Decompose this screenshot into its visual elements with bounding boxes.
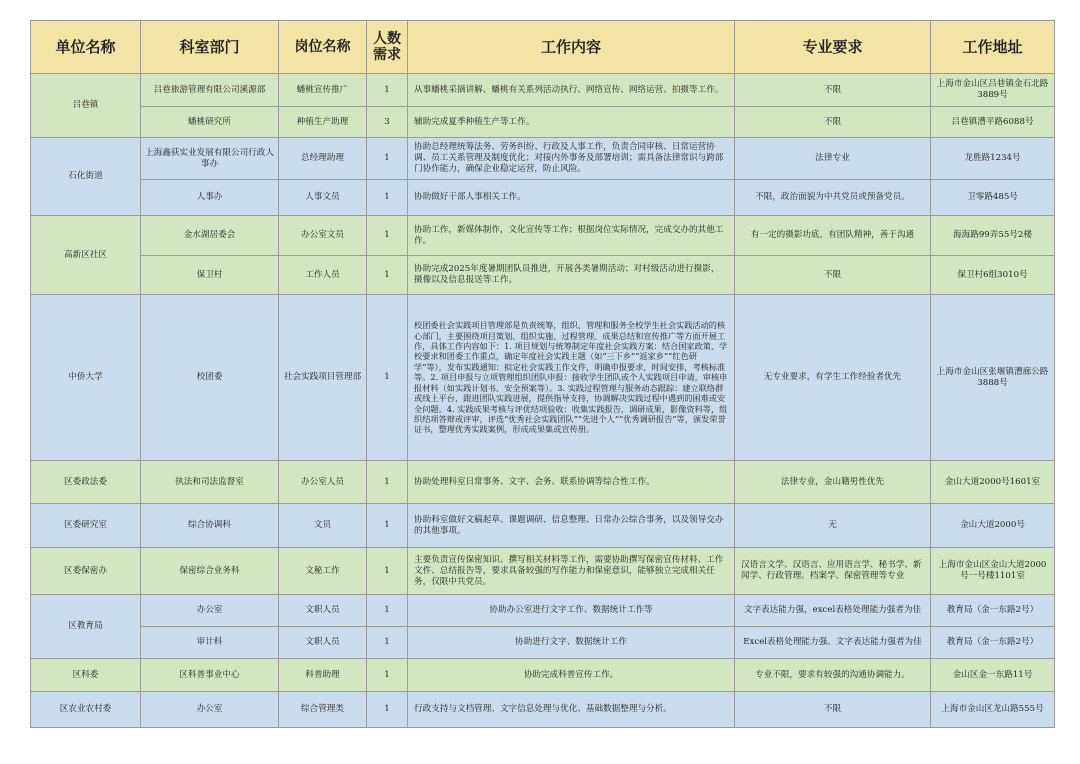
- content-cell: 协助总经理统筹法务、劳务纠纷、行政及人事工作，负责合同审核、日常运营协调、员工关系管理及制度优化；对接内外事务及部署培训；需具备法律常识与跨部门协作能力，确保企业稳定运营，防止风险。: [408, 138, 735, 180]
- count-cell: 1: [367, 180, 408, 216]
- address-cell: 金山大道2000号1601室: [931, 461, 1055, 504]
- address-cell: 教育局（金一东路2号）: [931, 595, 1055, 627]
- post-cell: 种植生产助理: [279, 107, 367, 138]
- header-count: 人数需求: [367, 21, 408, 74]
- unit-name: 吕巷镇: [31, 74, 141, 138]
- post-cell: 工作人员: [279, 256, 367, 295]
- job-table-container: [30, 20, 1054, 728]
- address-cell: 教育局（金一东路2号）: [931, 627, 1055, 659]
- dept-cell: 蟠桃研究所: [141, 107, 279, 138]
- dept-cell: 保卫村: [141, 256, 279, 295]
- content-cell: 校团委社会实践项目管理部是负责统筹，组织、管理和服务全校学生社会实践活动的核心部门，主要围绕项目策划、组织实施、过程管理、成果总结和宣传推广等方面开展工作，具体工作内容如下：1. 项目规划与统筹制定年度社会实践方案：结合国家政策、学校要求和团委工作重点，确定年度社会实践主题（如“三下乡”“返家乡”“红色研学”等），发布实践通知：拟定社会实践工作文件，明确申报要求，时间安排，考核标准等。2. 项目申报与立项管理组织团队申报：接收学生团队或个人实践项目申请，审核申报材料（如实践计划书、安全预案等）。3. 实践过程管理与服务动态跟踪：建立联络群或线上平台，跟进团队实践进展，提供指导支持，协调解决实践过程中遇到的困难或安全问题。4. 实践成果考核与评优结项验收：收集实践报告，调研成果，影像资料等，组织结项答辩或评审，评选“优秀社会实践团队”“先进个人”“优秀调研报告”等，颁发荣誉证书，整理优秀实践案例，形成成果集或宣传册。: [408, 295, 735, 461]
- address-cell: 金山大道2000号: [931, 504, 1055, 548]
- requirement-cell: 不限: [735, 107, 931, 138]
- unit-name: 区教育局: [31, 595, 141, 659]
- post-cell: 蟠桃宣传推广: [279, 74, 367, 107]
- requirement-cell: 无专业要求，有学生工作经验者优先: [735, 295, 931, 461]
- address-cell: 吕巷镇漕平路6088号: [931, 107, 1055, 138]
- requirement-cell: 法律专业，金山籍男性优先: [735, 461, 931, 504]
- job-table: [30, 20, 1055, 728]
- content-cell: 协助工作，新媒体制作，文化宣传等工作；根据岗位实际情况，完成交办的其他工作。: [408, 216, 735, 256]
- dept-cell: 办公室: [141, 692, 279, 728]
- content-cell: 从事蟠桃采摘讲解、蟠桃有关系列活动执行、网络宣传、网络运营、拍摄等工作。: [408, 74, 735, 107]
- address-cell: 龙胜路1234号: [931, 138, 1055, 180]
- requirement-cell: 汉语言文学、汉语言、应用语言学、秘书学、新闻学、行政管理、档案学、保密管理等专业: [735, 548, 931, 595]
- unit-name: 区委保密办: [31, 548, 141, 595]
- table-row: [31, 504, 1055, 548]
- count-cell: 1: [367, 692, 408, 728]
- address-cell: 上海市金山区吕巷镇金石北路3889号: [931, 74, 1055, 107]
- table-row: [31, 548, 1055, 595]
- table-row: [31, 627, 1055, 659]
- table-row: [31, 692, 1055, 728]
- post-cell: 科普助理: [279, 659, 367, 692]
- content-cell: 行政支持与文档管理、文字信息处理与优化、基础数据整理与分析。: [408, 692, 735, 728]
- header-content: 工作内容: [408, 21, 735, 74]
- table-row: [31, 461, 1055, 504]
- count-cell: 1: [367, 659, 408, 692]
- address-cell: 卫零路485号: [931, 180, 1055, 216]
- count-cell: 1: [367, 138, 408, 180]
- header-dept: 科室部门: [141, 21, 279, 74]
- dept-cell: 办公室: [141, 595, 279, 627]
- address-cell: 金山区金一东路11号: [931, 659, 1055, 692]
- post-cell: 综合管理类: [279, 692, 367, 728]
- content-cell: 辅助完成夏季种植生产等工作。: [408, 107, 735, 138]
- dept-cell: 审计科: [141, 627, 279, 659]
- requirement-cell: Excel表格处理能力强、文字表达能力强者为佳: [735, 627, 931, 659]
- table-row: [31, 216, 1055, 256]
- count-cell: 1: [367, 256, 408, 295]
- table-row: [31, 595, 1055, 627]
- post-cell: 社会实践项目管理部: [279, 295, 367, 461]
- count-cell: 1: [367, 548, 408, 595]
- header-unit: 单位名称: [31, 21, 141, 74]
- table-row: [31, 180, 1055, 216]
- header-post: 岗位名称: [279, 21, 367, 74]
- post-cell: 总经理助理: [279, 138, 367, 180]
- address-cell: 上海市金山区龙山路555号: [931, 692, 1055, 728]
- content-cell: 协助完成科普宣传工作。: [408, 659, 735, 692]
- content-cell: 协助完成2025年度暑期团队员推进，开展各类暑期活动；对村级活动进行摄影，摄像以及信息报送等工作。: [408, 256, 735, 295]
- post-cell: 人事文员: [279, 180, 367, 216]
- count-cell: 1: [367, 461, 408, 504]
- content-cell: 协助做好干部人事相关工作。: [408, 180, 735, 216]
- requirement-cell: 法律专业: [735, 138, 931, 180]
- table-row: [31, 74, 1055, 107]
- requirement-cell: 专业不限，要求有较强的沟通协调能力。: [735, 659, 931, 692]
- header-row: [31, 21, 1055, 74]
- post-cell: 文秘工作: [279, 548, 367, 595]
- count-cell: 1: [367, 216, 408, 256]
- post-cell: 文员: [279, 504, 367, 548]
- table-row: [31, 107, 1055, 138]
- header-requirement: 专业要求: [735, 21, 931, 74]
- unit-name: 区委政法委: [31, 461, 141, 504]
- post-cell: 文职人员: [279, 627, 367, 659]
- address-cell: 上海市金山区张堰镇漕廊公路3888号: [931, 295, 1055, 461]
- post-cell: 办公室人员: [279, 461, 367, 504]
- unit-name: 区农业农村委: [31, 692, 141, 728]
- count-cell: 1: [367, 504, 408, 548]
- table-row: [31, 256, 1055, 295]
- content-cell: 协助处理科室日常事务、文字、会务、联系协调等综合性工作。: [408, 461, 735, 504]
- dept-cell: 上海鑫荻实业发展有限公司行政人事办: [141, 138, 279, 180]
- unit-name: 石化街道: [31, 138, 141, 216]
- count-cell: 1: [367, 595, 408, 627]
- address-cell: 上海市金山区金山大道2000号一号楼1101室: [931, 548, 1055, 595]
- unit-name: 区科委: [31, 659, 141, 692]
- count-cell: 1: [367, 627, 408, 659]
- post-cell: 办公室文员: [279, 216, 367, 256]
- table-row: [31, 659, 1055, 692]
- unit-name: 中侨大学: [31, 295, 141, 461]
- requirement-cell: 无: [735, 504, 931, 548]
- address-cell: 保卫村6组3010号: [931, 256, 1055, 295]
- content-cell: 协助办公室进行文字工作、数据统计工作等: [408, 595, 735, 627]
- count-cell: 3: [367, 107, 408, 138]
- address-cell: 海海路99弄55号2楼: [931, 216, 1055, 256]
- requirement-cell: 文字表达能力强，excel表格处理能力强者为佳: [735, 595, 931, 627]
- dept-cell: 校团委: [141, 295, 279, 461]
- table-row: [31, 138, 1055, 180]
- unit-name: 区委研究室: [31, 504, 141, 548]
- dept-cell: 执法和司法监督室: [141, 461, 279, 504]
- post-cell: 文职人员: [279, 595, 367, 627]
- dept-cell: 吕巷旅游管理有限公司溪源部: [141, 74, 279, 107]
- requirement-cell: 不限: [735, 256, 931, 295]
- unit-name: 高新区社区: [31, 216, 141, 295]
- dept-cell: 综合协调科: [141, 504, 279, 548]
- content-cell: 协助进行文字、数据统计工作: [408, 627, 735, 659]
- count-cell: 1: [367, 295, 408, 461]
- dept-cell: 人事办: [141, 180, 279, 216]
- header-address: 工作地址: [931, 21, 1055, 74]
- dept-cell: 保密综合业务科: [141, 548, 279, 595]
- dept-cell: 金水湖居委会: [141, 216, 279, 256]
- requirement-cell: 不限: [735, 74, 931, 107]
- requirement-cell: 有一定的摄影功底，有团队精神，善于沟通: [735, 216, 931, 256]
- content-cell: 主要负责宣传保密知识、撰写相关材料等工作，需要协助撰写保密宣传材料、工作文件、总结报告等，要求具备较强的写作能力和保密意识，能够独立完成相关任务，仅限中共党员。: [408, 548, 735, 595]
- content-cell: 协助科室做好文稿起草、课题调研、信息整理、日常办公综合事务，以及领导交办的其他事项。: [408, 504, 735, 548]
- requirement-cell: 不限，政治面貌为中共党员或预备党员。: [735, 180, 931, 216]
- requirement-cell: 不限: [735, 692, 931, 728]
- count-cell: 1: [367, 74, 408, 107]
- table-row: [31, 295, 1055, 461]
- dept-cell: 区科普事业中心: [141, 659, 279, 692]
